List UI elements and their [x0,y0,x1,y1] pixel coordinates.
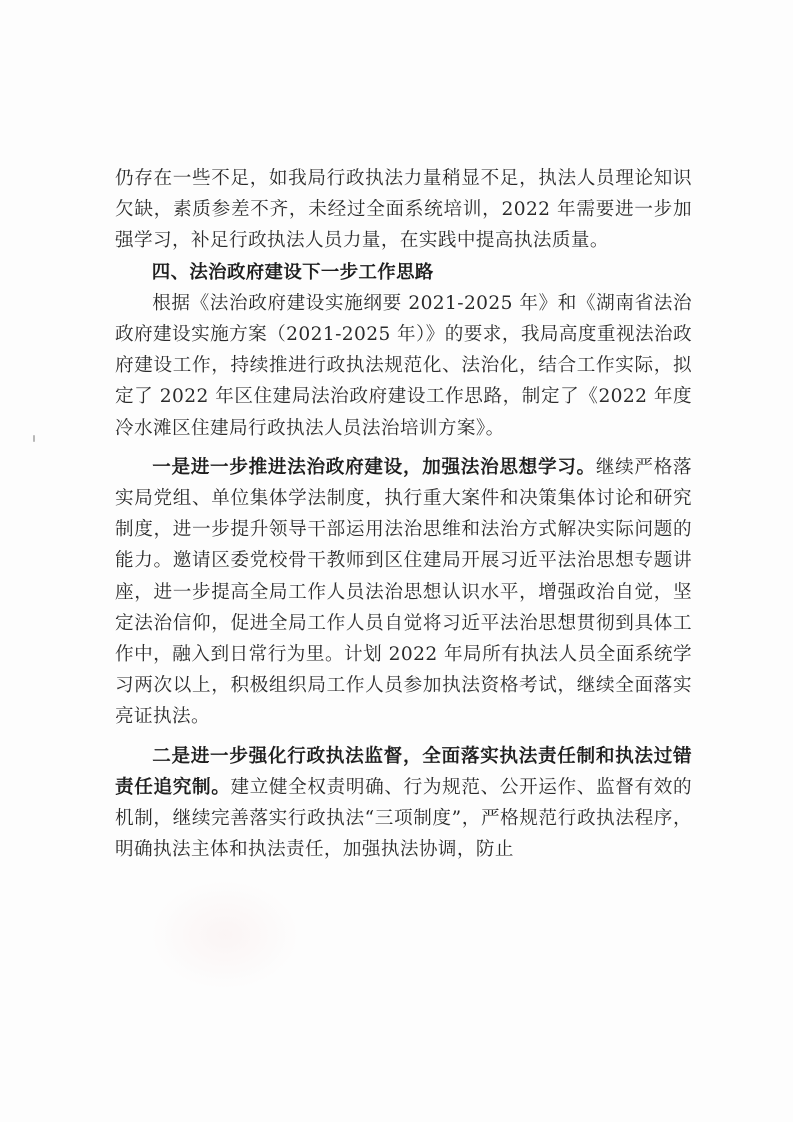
paragraph-gap [115,444,692,452]
section-heading: 四、法治政府建设下一步工作思路 [151,261,434,283]
item-2-lead: 二是进一步强化行政执法监督，全面落实执法责任制和执法过错责任追究制。 [115,745,692,798]
item-1-lead: 一是进一步推进法治政府建设，加强法治思想学习。 [152,456,596,478]
paragraph-gap [115,733,692,741]
scan-speck [33,435,35,442]
paragraph-item-2 [115,741,692,866]
faint-stamp-shadow [150,880,300,990]
document-body [115,163,692,865]
item-1-body: 继续严格落实局党组、单位集体学法制度，执行重大案件和决策集体讨论和研究制度，进一步提升领导干部运用法治思维和法治方式解决实际问题的能力。邀请区委党校骨干教师到区住建局开展习近平法治思想专题讲座，进一步提高全局工作人员法治思想认识水平，增强政治自觉，坚定法治信仰，促进全局工作人员自觉将习近平法治思想贯彻到具体工作中，融入到日常行为里。计划 2022 年局所有执法人员全面系统学习两次以上，积极组织局工作人员参加执法资格考试，继续全面落实亮证执法。 [115,456,692,728]
paragraph-continuation: 仍存在一些不足，如我局行政执法力量稍显不足，执法人员理论知识欠缺，素质参差不齐，未经过全面系统培训，2022 年需要进一步加强学习，补足行政执法人员力量，在实践中提高执法质量。 [115,168,692,252]
paragraph-basis: 根据《法治政府建设实施纲要 2021-2025 年》和《湖南省法治政府建设实施方案（2021-2025 年）》的要求，我局高度重视法治政府建设工作，持续推进行政执法规范化、法治化，结合工作实际，拟定了 2022 年区住建局法治政府建设工作思路，制定了《2022 年度冷水滩区住建局行政执法人员法治培训方案》。 [115,292,692,439]
item-2-body: 建立健全权责明确、行为规范、公开运作、监督有效的机制，继续完善落实行政执法“三项制度”，严格规范行政执法程序，明确执法主体和执法责任，加强执法协调，防止 [115,776,692,861]
paragraph-item-1 [115,452,692,733]
